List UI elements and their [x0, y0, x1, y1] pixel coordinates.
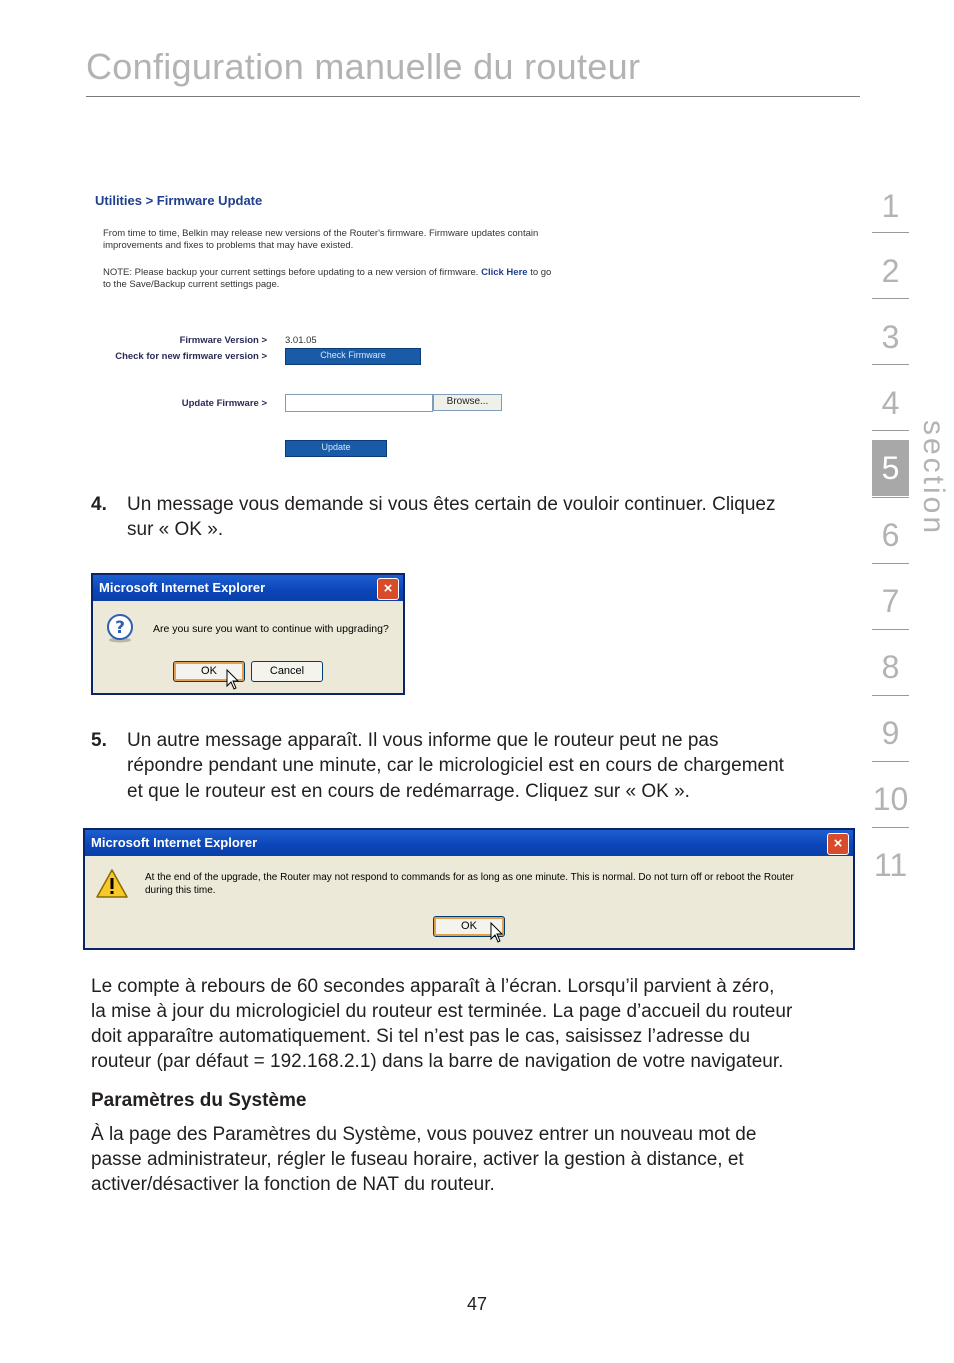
paragraph-line: la mise à jour du micrologiciel du routeur est terminée. La page d’accueil du routeur	[91, 1001, 793, 1022]
section-number-11: 11	[873, 847, 908, 883]
section-number-10: 10	[872, 781, 909, 817]
section-number-2: 2	[881, 253, 900, 289]
firmware-intro-line2: improvements and fixes to problems that may have existed.	[103, 240, 354, 251]
firmware-heading: Utilities > Firmware Update	[95, 193, 263, 208]
system-settings-heading: Paramètres du Système	[91, 1090, 307, 1111]
dialog-title: Microsoft Internet Explorer	[99, 580, 266, 595]
upgrade-warning-dialog	[83, 828, 855, 950]
paragraph-line: routeur (par défaut = 192.168.2.1) dans la barre de navigation de votre navigateur.	[91, 1051, 784, 1072]
close-icon[interactable]: ×	[377, 578, 399, 600]
section-divider	[872, 430, 909, 431]
section-number-9: 9	[881, 715, 900, 751]
paragraph-line: passe administrateur, régler le fuseau horaire, activer la gestion à distance, et	[91, 1149, 744, 1170]
paragraph-line: activer/désactiver la fonction de NAT du routeur.	[91, 1174, 495, 1195]
step-5-line1: Un autre message apparaît. Il vous informe que le routeur peut ne pas	[127, 730, 719, 751]
section-number-4: 4	[881, 385, 900, 421]
mouse-cursor-icon	[226, 669, 240, 696]
question-icon	[105, 613, 135, 643]
firmware-note-line1: NOTE: Please backup your current settings before updating to a new version of firmware. Click Here to go	[103, 267, 552, 278]
ok-button[interactable]: OK	[433, 916, 505, 937]
paragraph-line: Le compte à rebours de 60 secondes apparaît à l’écran. Lorsqu’il parvient à zéro,	[91, 976, 775, 997]
section-number-1: 1	[881, 188, 900, 224]
dialog-title-bar	[85, 830, 853, 856]
cancel-button[interactable]: Cancel	[251, 661, 323, 682]
check-firmware-button[interactable]: Check Firmware	[285, 348, 421, 365]
section-number-8: 8	[881, 649, 900, 685]
firmware-file-input[interactable]	[285, 394, 433, 412]
update-firmware-label: Update Firmware >	[181, 398, 267, 409]
paragraph-line: doit apparaître automatiquement. Si tel n’est pas le cas, saisissez l’adresse du	[91, 1026, 751, 1047]
step-5-line2: répondre pendant une minute, car le micrologiciel est en cours de chargement	[127, 755, 784, 776]
dialog-title: Microsoft Internet Explorer	[91, 835, 258, 850]
confirm-dialog	[91, 573, 405, 695]
section-divider	[872, 629, 909, 630]
section-number-5-active: 5	[872, 440, 909, 496]
page-title: Configuration manuelle du routeur	[86, 46, 641, 87]
section-divider	[872, 298, 909, 299]
dialog-title-bar	[93, 575, 403, 601]
section-label: section	[917, 420, 950, 537]
section-divider	[872, 232, 909, 233]
ok-button[interactable]: OK	[173, 661, 245, 682]
warning-icon	[95, 868, 129, 900]
firmware-intro-line1: From time to time, Belkin may release new versions of the Router's firmware. Firmware updates contain	[103, 228, 539, 239]
section-number-3: 3	[881, 319, 900, 355]
firmware-note-line2: to the Save/Backup current settings page.	[103, 279, 280, 290]
firmware-version-label: Firmware Version >	[179, 335, 267, 346]
section-divider	[872, 497, 909, 498]
check-firmware-label: Check for new firmware version >	[115, 351, 267, 362]
dialog-message: Are you sure you want to continue with upgrading?	[153, 623, 389, 635]
section-divider	[872, 695, 909, 696]
section-divider	[872, 563, 909, 564]
paragraph-line: À la page des Paramètres du Système, vous pouvez entrer un nouveau mot de	[91, 1124, 757, 1145]
title-divider	[86, 96, 860, 97]
mouse-cursor-icon	[490, 922, 504, 949]
page-number: 47	[466, 1294, 488, 1314]
section-divider	[872, 761, 909, 762]
step-4-line2: sur « OK ».	[127, 519, 224, 540]
dialog-message-line1: At the end of the upgrade, the Router may not respond to commands for as long as one minute. This is normal. Do not turn off or reboot the Router	[145, 872, 794, 883]
click-here-link[interactable]: Click Here	[481, 267, 528, 278]
browse-button[interactable]: Browse...	[433, 394, 502, 411]
firmware-version-value: 3.01.05	[285, 335, 317, 346]
svg-text:?: ?	[115, 618, 125, 638]
close-icon[interactable]: ×	[827, 833, 849, 855]
section-divider	[872, 364, 909, 365]
step-4-number: 4.	[91, 494, 107, 515]
update-button[interactable]: Update	[285, 440, 387, 457]
section-divider	[872, 827, 909, 828]
dialog-message-line2: during this time.	[145, 885, 216, 896]
section-number-7: 7	[881, 583, 900, 619]
step-5-line3: et que le routeur est en cours de redémarrage. Cliquez sur « OK ».	[127, 781, 690, 802]
step-5-number: 5.	[91, 730, 107, 751]
step-4-line1: Un message vous demande si vous êtes certain de vouloir continuer. Cliquez	[127, 494, 776, 515]
section-number-6: 6	[881, 517, 900, 553]
